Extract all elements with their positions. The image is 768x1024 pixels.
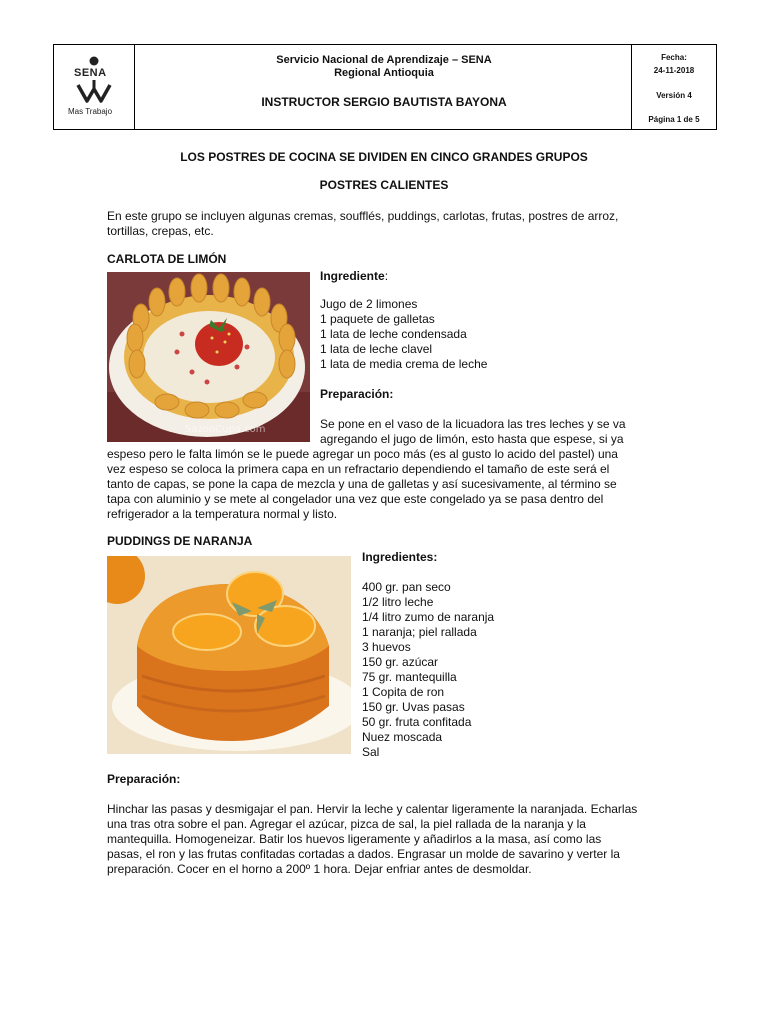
pudding-image-icon [107,556,351,754]
logo-caption: Mas Trabajo [68,107,113,116]
list-item: 150 gr. Uvas pasas [362,700,465,714]
preparation-text-puddings [107,802,661,877]
prep-line: una tras otra sobre el pan. Agregar el azúcar, pizca de sal, la piel rallada de la naranja y la [107,817,586,831]
date-label: Fecha: [661,53,687,62]
section-title: POSTRES CALIENTES [319,178,449,192]
list-item: 150 gr. azúcar [362,655,439,669]
prep-line: tapa con aluminio y se mete al congelador una vez que este congelado ya se pasa dentro del [107,492,604,506]
org-line-2: Regional Antioquia [334,67,434,79]
list-item: 1/2 litro leche [362,595,434,609]
ingredients-heading-puddings: Ingredientes: [362,550,438,564]
prep-line: refrigerador a la temperatura normal y listo. [107,507,338,521]
prep-line: Hinchar las pasas y desmigajar el pan. Hervir la leche y calentar ligeramente la naranjada. Echarlas [107,802,638,816]
instructor-name: INSTRUCTOR SERGIO BAUTISTA BAYONA [261,95,507,109]
prep-line: Se pone en el vaso de la licuadora las tres leches y se va [320,417,626,431]
prep-line: tanto de capas, se pone la capa de mezcla y una de galletas y así sucesivamente, al término se [107,477,617,491]
page-number: Página 1 de 5 [648,115,700,124]
logo-text: SENA [74,67,107,79]
intro-line-1: En este grupo se incluyen algunas cremas, soufflés, puddings, carlotas, frutas, postres de arroz, [107,209,619,223]
carlota-photo [107,272,310,442]
ingredients-heading-text: Ingrediente [320,269,385,283]
prep-line: agregando el jugo de limón, esto hasta que espese, si ya [320,432,624,446]
sena-logo-icon [54,45,134,129]
photo-watermark: SazonCupa.com [185,424,266,435]
date-value: 24-11-2018 [653,66,695,75]
list-item: 1 Copita de ron [362,685,445,699]
carlota-image-icon [107,272,310,442]
preparation-heading-puddings: Preparación: [107,772,181,786]
preparation-text-carlota-top [320,417,661,447]
version-label: Versión 4 [656,91,692,100]
meta-cell [631,45,716,129]
organization-name [134,54,634,80]
ingredients-list-puddings [362,580,494,760]
list-item: 1 paquete de galletas [320,312,435,326]
intro-line-2: tortillas, crepas, etc. [107,224,214,238]
document-title: LOS POSTRES DE COCINA SE DIVIDEN EN CINCO GRANDES GRUPOS [180,150,588,164]
list-item: 50 gr. fruta confitada [362,715,472,729]
preparation-heading-carlota: Preparación: [320,387,394,401]
prep-line: preparación. Cocer en el horno a 200º 1 hora. Dejar enfriar antes de desmoldar. [107,862,532,876]
prep-line: pasas, el ron y las frutas confitadas cortadas a dados. Engrasar un molde de savarino y verter la [107,847,620,861]
prep-line: espeso pero le falta limón se le puede agregar un poco más (es al gusto lo acido del pastel) una [107,447,618,461]
prep-line: mantequilla. Homogeneizar. Batir los huevos ligeramente y añadirlos a la masa, así como las [107,832,602,846]
org-line-1: Servicio Nacional de Aprendizaje – SENA [276,54,492,66]
intro-paragraph [107,209,661,239]
list-item: 1/4 litro zumo de naranja [362,610,495,624]
list-item: Jugo de 2 limones [320,297,418,311]
list-item: 75 gr. mantequilla [362,670,457,684]
preparation-text-carlota [107,447,661,522]
list-item: 1 lata de leche condensada [320,327,467,341]
logo-cell [54,45,135,129]
list-item: 1 lata de media crema de leche [320,357,488,371]
ingredients-heading-carlota [320,267,388,285]
recipe-title-puddings: PUDDINGS DE NARANJA [107,534,253,548]
list-item: Nuez moscada [362,730,443,744]
document-header [53,44,717,130]
list-item: 1 naranja; piel rallada [362,625,477,639]
ingredients-list-carlota [320,297,487,372]
ingredients-heading-colon: : [384,269,389,283]
pudding-photo [107,556,351,754]
recipe-title-carlota: CARLOTA DE LIMÓN [107,252,227,266]
list-item: 1 lata de leche clavel [320,342,433,356]
list-item: 3 huevos [362,640,411,654]
prep-line: vez espeso se coloca la primera capa en un refractario dependiendo el tamaño de este será el [107,462,610,476]
list-item: Sal [362,745,380,759]
list-item: 400 gr. pan seco [362,580,451,594]
